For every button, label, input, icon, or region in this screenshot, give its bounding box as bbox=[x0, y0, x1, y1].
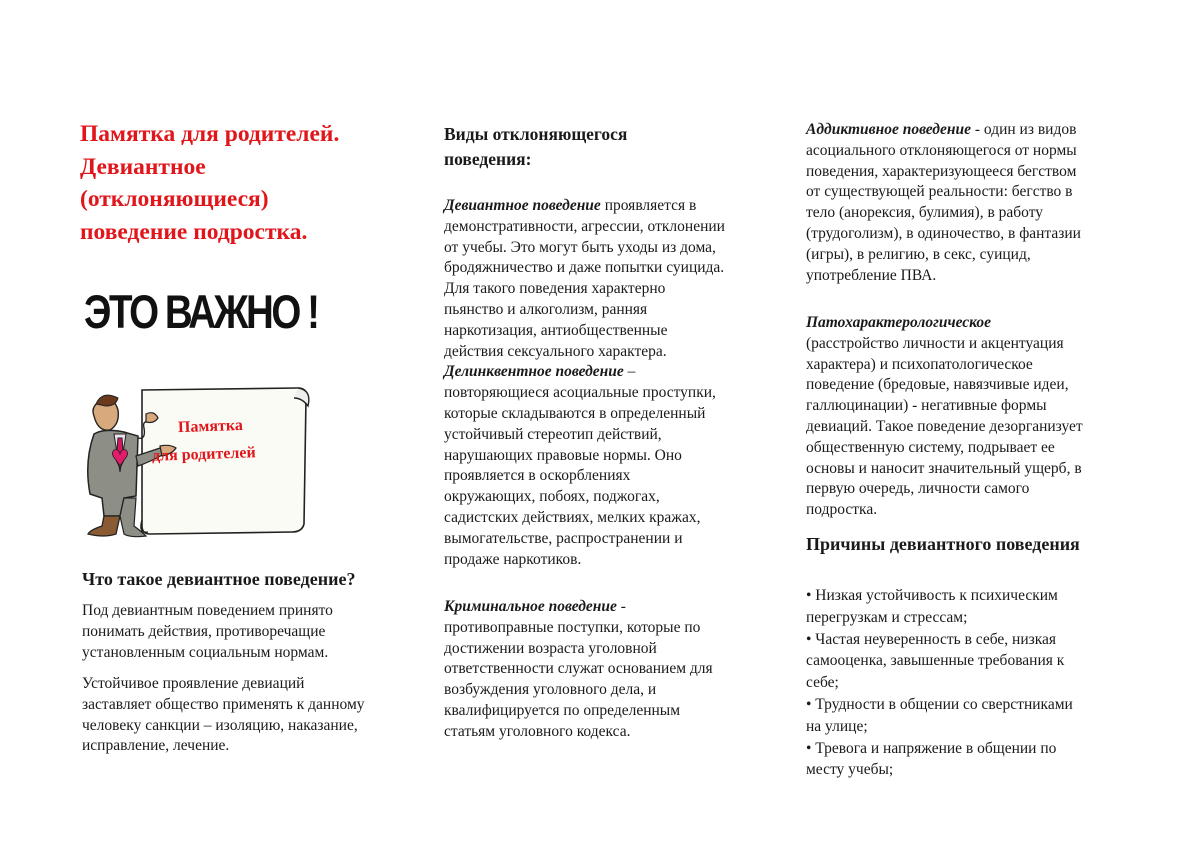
patho-paragraph bbox=[806, 313, 1136, 521]
slogan-banner: ЭТО ВАЖНО ! bbox=[84, 285, 318, 338]
addictive-paragraph bbox=[806, 120, 1136, 286]
patho-text: (расстройство личности и акцентуация характера) и психопатологическое поведение (бредовые, навязчивые идеи, галлюцинации) - негативные формы девиаций. Такое поведение дезорганизует общественную систему, подрывает ее основы и наносит значительный ущерб, в первую очередь, личности самого подростка. bbox=[806, 334, 1083, 519]
addictive-term: Аддиктивное поведение bbox=[806, 121, 971, 138]
definition-paragraph: Под девиантным поведением принято понимать действия, противоречащие установленным социальным нормам. bbox=[82, 602, 333, 661]
what-is-deviant-heading: Что такое девиантное поведение? bbox=[82, 569, 356, 589]
patho-term: Патохарактерологическое bbox=[806, 314, 992, 331]
sign-line-1: Памятка bbox=[177, 416, 244, 437]
criminal-text: - противоправные поступки, которые по достижении возраста уголовной ответственности служат основанием для возбуждения уголовного дела, и квалифицируется по определенным статьям уголовного кодекса. bbox=[444, 598, 713, 740]
criminal-term: Криминальное поведение bbox=[444, 598, 617, 615]
sanctions-paragraph: Устойчивое проявление девиаций заставляет общество применять к данному человеку санкции – изоляцию, наказание, исправление, лечение. bbox=[82, 675, 365, 755]
types-heading: Виды отклоняющегося поведения: bbox=[444, 124, 628, 169]
list-item: • Низкая устойчивость к психическим перегрузкам и стрессам; bbox=[806, 587, 1058, 626]
causes-list bbox=[806, 585, 1136, 781]
page-title: Памятка для родителей. Девиантное (отклоняющиеся) поведение подростка. bbox=[80, 121, 340, 245]
causes-heading: Причины девиантного поведения bbox=[806, 534, 1080, 554]
list-item: • Трудности в общении со сверстниками на улице; bbox=[806, 695, 1073, 735]
deviant-term: Девиантное поведение bbox=[444, 197, 601, 214]
parent-memo-illustration bbox=[80, 376, 340, 551]
sign-line-2: для родителей bbox=[151, 444, 256, 465]
list-item: • Частая неуверенность в себе, низкая самооценка, завышенные требования к себе; bbox=[806, 630, 1065, 692]
addictive-text: - один из видов асоциального отклоняющегося от нормы поведения, характеризующееся бегством от существующей реальности: бегство в тело (анорексия, булимия), в работу (трудоголизм), в одиночество, в фантазии (игры), в религию, в секс, суицид, употребление ПВА. bbox=[806, 121, 1081, 284]
delinquent-text: – повторяющиеся асоциальные проступки, которые складываются в определенный устойчивый стереотип действий, нарушающих правовые нормы. Оно проявляется в оскорблениях окружающих, побоях, поджогах, садистских действиях, мелких кражах, вымогательстве, распространении и продаже наркотиков. bbox=[444, 363, 716, 568]
criminal-paragraph bbox=[444, 597, 774, 743]
deviant-delinquent-paragraph bbox=[444, 196, 774, 570]
deviant-text: проявляется в демонстративности, агрессии, отклонении от учебы. Это могут быть уходы из дома, бродяжничество и даже попытки суицида. Для такого поведения характерно пьянство и алкоголизм, ранняя наркотизация, антиобщественные действия сексуального характера. bbox=[444, 197, 725, 360]
list-item: • Тревога и напряжение в общении по месту учебы; bbox=[806, 739, 1057, 779]
delinquent-term: Делинквентное поведение bbox=[444, 363, 624, 381]
